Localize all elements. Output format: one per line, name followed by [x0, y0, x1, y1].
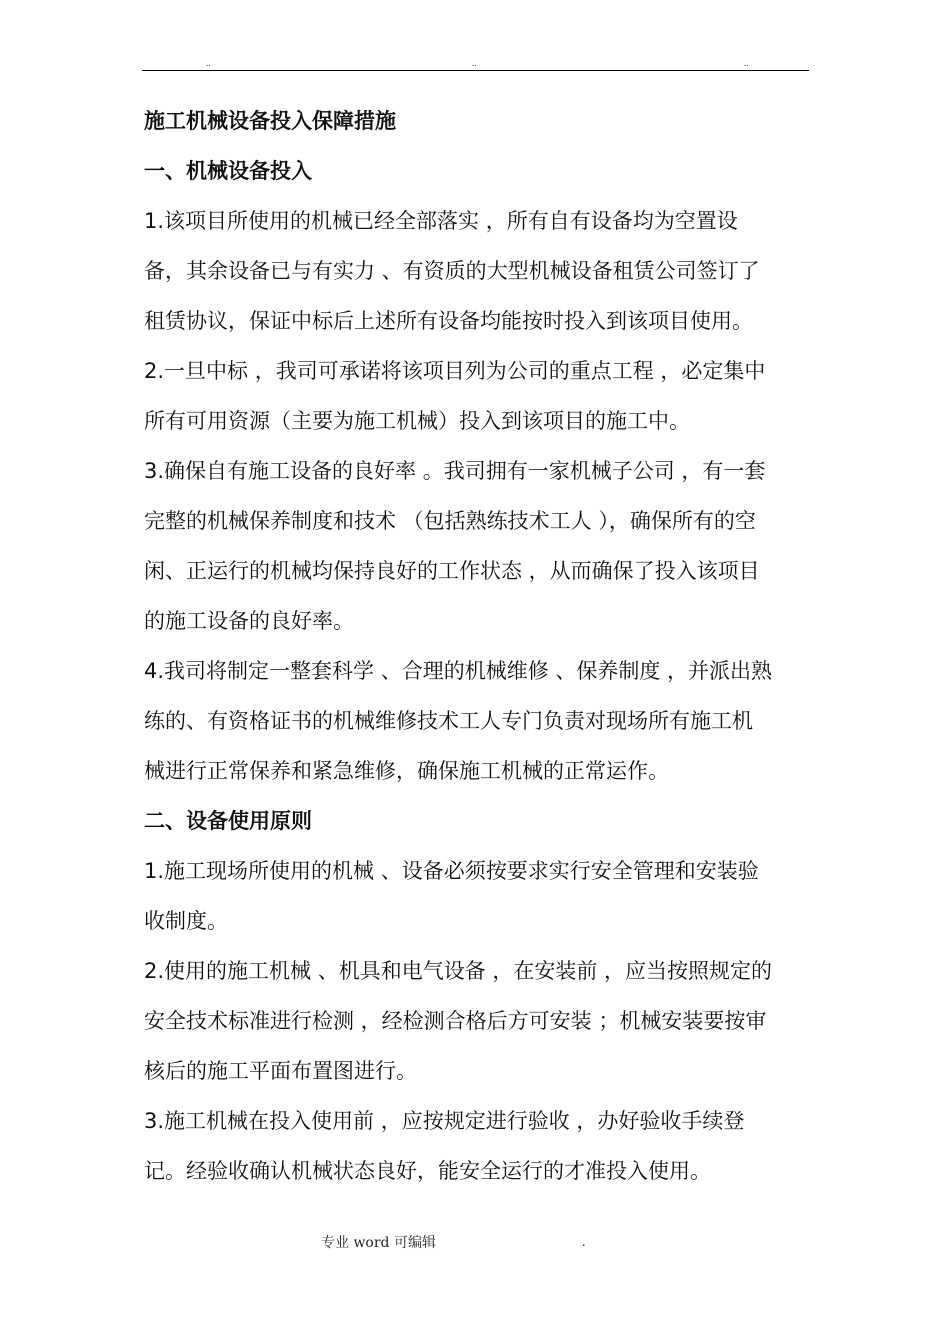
paragraph-line: 备，其余设备已与有实力 、有资质的大型机械设备租赁公司签订了 — [144, 259, 760, 283]
paragraph-line: 安全技术标准进行检测 ，经检测合格后方可安装 ；机械安装要按审 — [144, 1009, 767, 1033]
section-heading-usage-principles: 二、设备使用原则 — [144, 809, 312, 833]
paragraph-line: 记。经验收确认机械状态良好，能安全运行的才准投入使用。 — [144, 1159, 711, 1183]
paragraph — [144, 846, 808, 946]
paragraph — [144, 946, 808, 1096]
paragraph — [144, 646, 808, 796]
section-heading-equipment-input: 一、机械设备投入 — [144, 159, 312, 183]
paragraph-line: 核后的施工平面布置图进行。 — [144, 1059, 417, 1083]
paragraph-line: 2.一旦中标 ，我司可承诺将该项目列为公司的重点工程 ，必定集中 — [144, 359, 766, 383]
paragraph-line: 的施工设备的良好率。 — [144, 609, 354, 633]
paragraph — [144, 1096, 808, 1196]
paragraph-line: 完整的机械保养制度和技术 （包括熟练技术工人 ），确保所有的空 — [144, 509, 756, 533]
paragraph-line: 4.我司将制定一整套科学 、合理的机械维修 、保养制度 ，并派出熟 — [144, 659, 773, 683]
paragraph — [144, 196, 808, 346]
paragraph-line: 租赁协议，保证中标后上述所有设备均能按时投入到该项目使用。 — [144, 309, 753, 333]
document-title: 施工机械设备投入保障措施 — [144, 109, 396, 133]
header-rule — [142, 70, 809, 71]
document-body — [144, 96, 808, 1196]
paragraph — [144, 346, 808, 446]
footer-editable-note: 专业 word 可编辑 — [321, 1235, 436, 1251]
paragraph-line: 所有可用资源（主要为施工机械）投入到该项目的施工中。 — [144, 409, 690, 433]
header-mark-left: .. — [206, 58, 211, 68]
footer-mark: . — [582, 1235, 586, 1250]
paragraph-line: 收制度。 — [144, 909, 228, 933]
header-mark-right: .. — [744, 58, 749, 68]
paragraph-line: 1.该项目所使用的机械已经全部落实 ，所有自有设备均为空置设 — [144, 209, 738, 233]
paragraph-line: 3.施工机械在投入使用前 ，应按规定进行验收 ，办好验收手续登 — [144, 1109, 745, 1133]
paragraph-line: 2.使用的施工机械 、机具和电气设备 ，在安装前 ，应当按照规定的 — [144, 959, 773, 983]
paragraph-line: 械进行正常保养和紧急维修，确保施工机械的正常运作。 — [144, 759, 669, 783]
paragraph-line: 闲、正运行的机械均保持良好的工作状态 ，从而确保了投入该项目 — [144, 559, 760, 583]
paragraph-line: 3.确保自有施工设备的良好率 。我司拥有一家机械子公司 ，有一套 — [144, 459, 766, 483]
paragraph-line: 练的、有资格证书的机械维修技术工人专门负责对现场所有施工机 — [144, 709, 753, 733]
paragraph — [144, 446, 808, 646]
paragraph-line: 1.施工现场所使用的机械 、设备必须按要求实行安全管理和安装验 — [144, 859, 759, 883]
header-mark-center: .. — [472, 58, 477, 68]
